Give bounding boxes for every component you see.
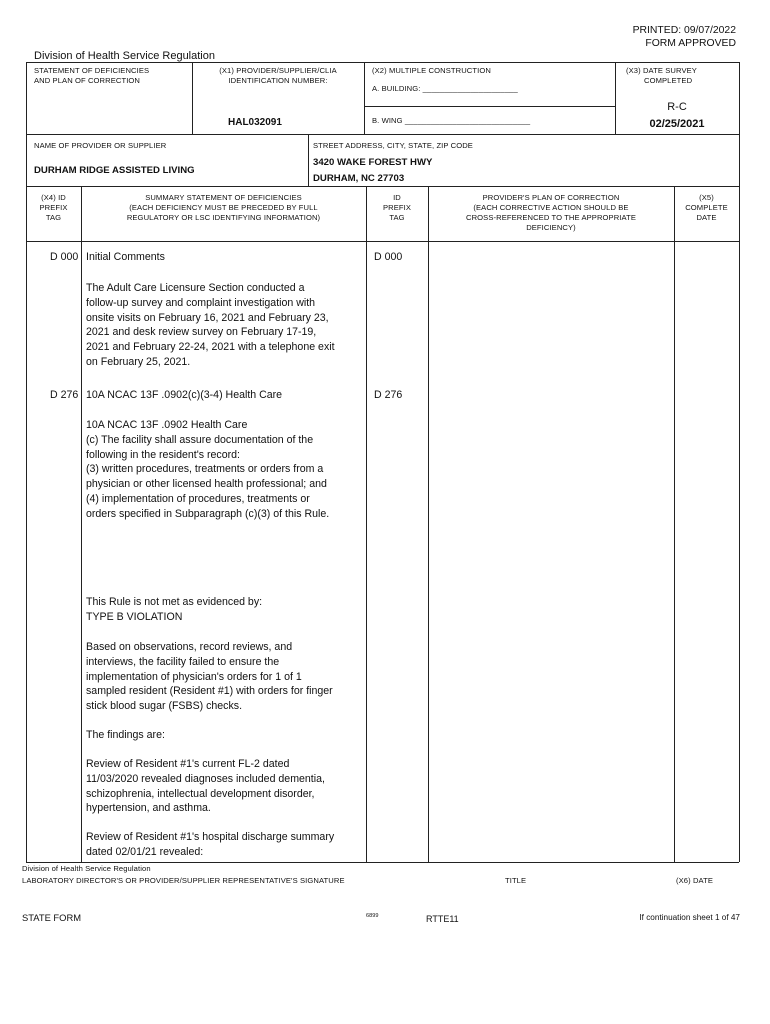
d276-not-met: This Rule is not met as evidenced by: TYPE B VIOLATION — [86, 596, 263, 623]
title-label: TITLE — [505, 876, 527, 885]
vdiv-col-2 — [366, 186, 367, 862]
x2-building: A. BUILDING: ______________________ — [372, 84, 518, 93]
provider-name: DURHAM RIDGE ASSISTED LIVING — [34, 165, 195, 176]
summary-header: SUMMARY STATEMENT OF DEFICIENCIES (EACH DEFICIENCY MUST BE PRECEDED BY FULL REGULATORY OR LSC IDENTIFYING INFORMATION) — [126, 193, 321, 222]
row-divider-3 — [26, 241, 739, 242]
address-label: STREET ADDRESS, CITY, STATE, ZIP CODE — [313, 141, 473, 150]
d276-title: 10A NCAC 13F .0902(c)(3-4) Health Care — [86, 389, 283, 401]
d276-review-discharge: Review of Resident #1's hospital discharge summary dated 02/01/21 revealed: — [86, 831, 335, 858]
vdiv-col-4 — [674, 186, 675, 862]
vdiv-col-3 — [428, 186, 429, 862]
d276-review-fl2: Review of Resident #1's current FL-2 dated 11/03/2020 revealed diagnoses included dementia, schizophrenia, intellectual development disorder, hypertension, and asthma. — [86, 758, 325, 815]
form-approved: FORM APPROVED — [645, 38, 736, 49]
row-divider-2 — [26, 186, 739, 187]
right-border — [739, 62, 740, 862]
x3-rc: R-C — [667, 101, 687, 113]
form-id: RTTE11 — [426, 914, 459, 924]
continuation-note: If continuation sheet 1 of 47 — [639, 913, 740, 922]
x5-header: (X5) COMPLETE DATE — [685, 193, 728, 222]
signature-label: LABORATORY DIRECTOR'S OR PROVIDER/SUPPLIER REPRESENTATIVE'S SIGNATURE — [22, 876, 345, 885]
x1-label: (X1) PROVIDER/SUPPLIER/CLIA IDENTIFICATION NUMBER: — [219, 66, 337, 85]
provider-name-label: NAME OF PROVIDER OR SUPPLIER — [34, 141, 167, 150]
plan-header: PROVIDER'S PLAN OF CORRECTION (EACH CORRECTIVE ACTION SHOULD BE CROSS-REFERENCED TO THE APPROPRIATE DEFICIENCY) — [465, 193, 637, 232]
division-title: Division of Health Service Regulation — [34, 50, 215, 62]
row-divider-1 — [26, 134, 739, 135]
printed-date: PRINTED: 09/07/2022 — [632, 25, 736, 36]
vdiv-address — [308, 134, 309, 186]
x3-label: (X3) DATE SURVEY COMPLETED — [626, 66, 697, 85]
footer-division: Division of Health Service Regulation — [22, 864, 151, 873]
date-label: (X6) DATE — [676, 876, 714, 885]
state-form-label: STATE FORM — [22, 912, 82, 923]
provider-id: HAL032091 — [228, 117, 282, 128]
d276-based-on: Based on observations, record reviews, and interviews, the facility failed to ensure the implementation of physician's orders for 1 of 1 sampled resident (Resident #1) with orders for finger stick blood sugar (FSBS) checks. — [86, 641, 333, 713]
vdiv-x2 — [364, 62, 365, 134]
tag-d000-right: D 000 — [374, 251, 403, 263]
tag-d276-right: D 276 — [374, 389, 403, 401]
vdiv-col-1 — [81, 186, 82, 862]
d276-findings: The findings are: — [86, 729, 165, 741]
d000-title: Initial Comments — [86, 251, 165, 263]
address-line-1: 3420 WAKE FOREST HWY — [313, 157, 433, 168]
d000-body: The Adult Care Licensure Section conducted a follow-up survey and complaint investigation with onsite visits on February 16, 2021 and February 23, 2021 and desk review survey on February 17-19, 2021 and February 22-24, 2021 with a telephone exit on February 25, 2021. — [86, 282, 335, 368]
x2-label: (X2) MULTIPLE CONSTRUCTION — [372, 66, 491, 75]
d276-rule-text: 10A NCAC 13F .0902 Health Care (c) The facility shall assure documentation of the following in the resident's record: (3) written procedures, treatments or orders from a physician or other licensed health professional; and (4) implementation of procedures, treatments or orders specified in Subparagraph (c)(3) of this Rule. — [86, 419, 330, 520]
form-code: 6899 — [366, 913, 379, 919]
tag-d000: D 000 — [50, 251, 79, 263]
bottom-border — [26, 862, 739, 863]
tag-d276: D 276 — [50, 389, 79, 401]
statement-label: STATEMENT OF DEFICIENCIES AND PLAN OF CORRECTION — [34, 66, 150, 85]
left-border — [26, 62, 27, 862]
x2-inner-divider — [364, 106, 615, 107]
x2-wing: B. WING _____________________________ — [372, 116, 531, 125]
address-line-2: DURHAM, NC 27703 — [313, 173, 405, 184]
top-border — [26, 62, 739, 63]
survey-date: 02/25/2021 — [649, 118, 705, 130]
x4-header: (X4) ID PREFIX TAG — [39, 193, 68, 222]
id-prefix-header: ID PREFIX TAG — [382, 193, 412, 222]
